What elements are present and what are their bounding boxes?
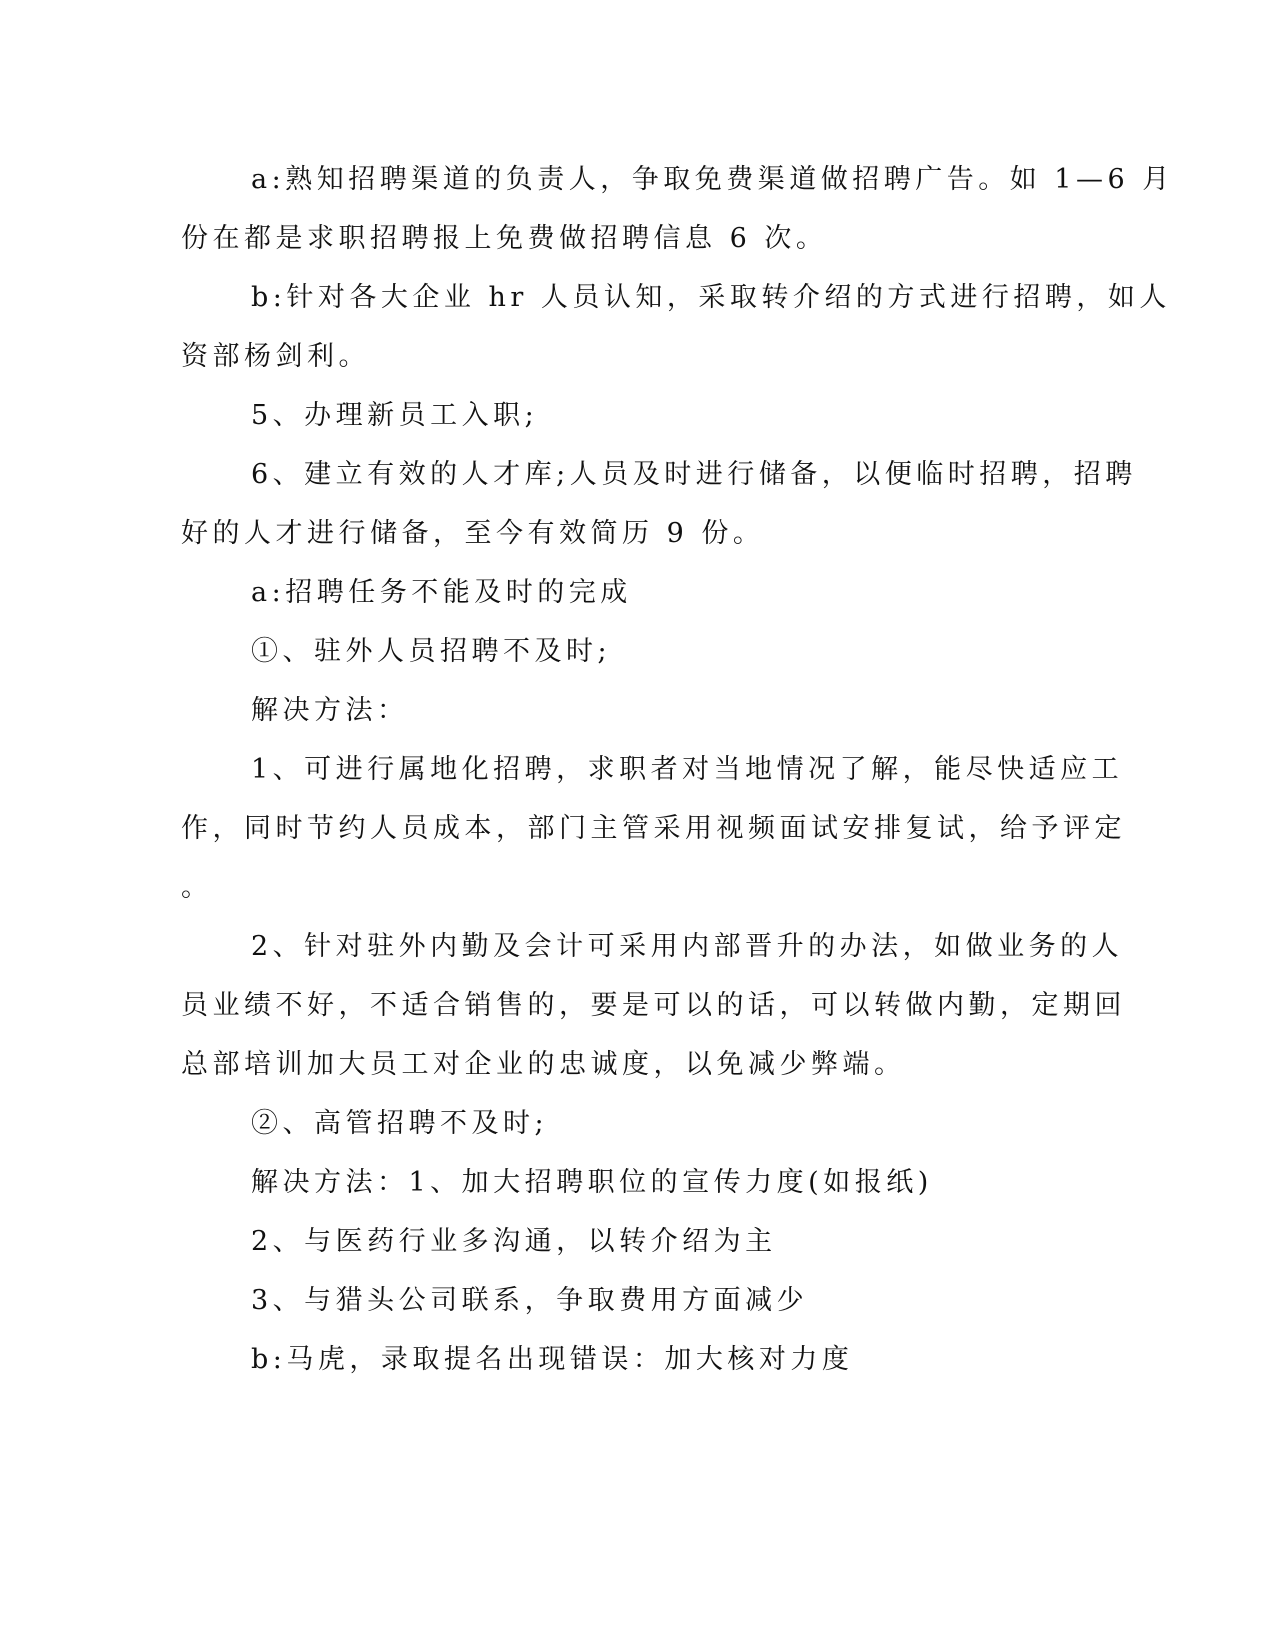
paragraph-line: 6、建立有效的人才库;人员及时进行储备，以便临时招聘，招聘 — [251, 459, 1137, 490]
paragraph-line: 资部杨剑利。 — [181, 341, 370, 372]
paragraph-line: 3、与猎头公司联系，争取费用方面减少 — [251, 1285, 809, 1316]
paragraph-line: 好的人才进行储备，至今有效简历 9 份。 — [181, 518, 765, 549]
paragraph-line: 1、可进行属地化招聘，求职者对当地情况了解，能尽快适应工 — [251, 754, 1124, 785]
paragraph-line: b:针对各大企业 hr 人员认知，采取转介绍的方式进行招聘，如人 — [251, 282, 1171, 313]
paragraph-line: 总部培训加大员工对企业的忠诚度，以免减少弊端。 — [181, 1049, 906, 1080]
paragraph-line: 。 — [181, 872, 213, 903]
paragraph-line: 作，同时节约人员成本，部门主管采用视频面试安排复试，给予评定 — [181, 813, 1126, 844]
paragraph-line: 2、与医药行业多沟通，以转介绍为主 — [251, 1226, 777, 1257]
paragraph-line: ①、驻外人员招聘不及时; — [251, 636, 612, 667]
paragraph-line: b:马虎，录取提名出现错误：加大核对力度 — [251, 1344, 854, 1375]
paragraph-line: ②、高管招聘不及时; — [251, 1108, 549, 1139]
paragraph-line: 解决方法： — [251, 695, 409, 726]
paragraph-line: 员业绩不好，不适合销售的，要是可以的话，可以转做内勤，定期回 — [181, 990, 1126, 1021]
paragraph-line: a:招聘任务不能及时的完成 — [251, 577, 632, 608]
paragraph-line: 解决方法：1、加大招聘职位的宣传力度(如报纸) — [251, 1167, 933, 1198]
paragraph-line: 5、办理新员工入职; — [251, 400, 539, 431]
paragraph-line: 份在都是求职招聘报上免费做招聘信息 6 次。 — [181, 223, 828, 254]
paragraph-line: 2、针对驻外内勤及会计可采用内部晋升的办法，如做业务的人 — [251, 931, 1124, 962]
paragraph-line: a:熟知招聘渠道的负责人，争取免费渠道做招聘广告。如 1—6 月 — [251, 164, 1174, 195]
